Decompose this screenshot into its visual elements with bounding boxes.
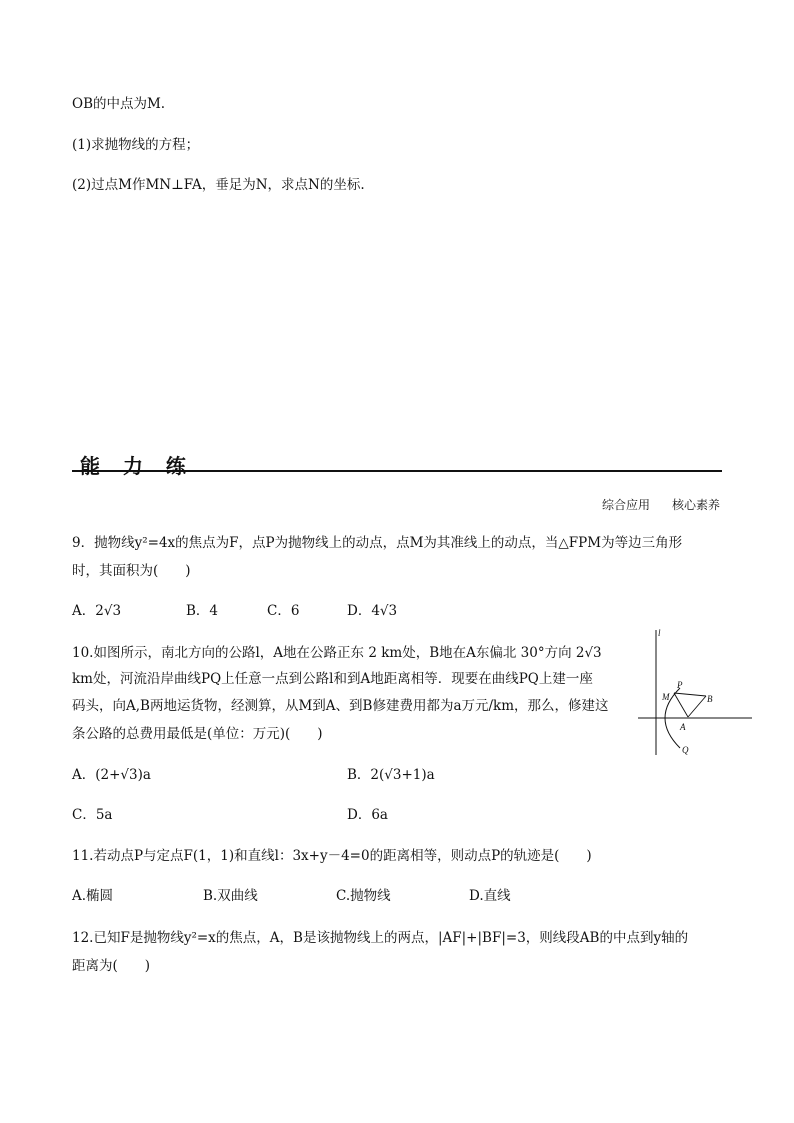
label-p: P	[677, 680, 683, 690]
question-9-option-b: B．4	[186, 603, 219, 619]
question-10-line4: 条公路的总费用最低是(单位：万元)( )	[72, 726, 323, 742]
label-q: Q	[682, 745, 689, 755]
label-b: B	[707, 694, 713, 704]
problem-8-continuation: OB的中点为M.	[72, 96, 166, 112]
question-10-option-c: C．5a	[72, 807, 113, 823]
question-12-line2: 距离为( )	[72, 958, 151, 974]
section-subtitle-right: 核心素养	[671, 498, 720, 512]
question-9-option-c: C．6	[267, 603, 300, 619]
problem-8-part2: (2)过点M作MN⊥FA，垂足为N，求点N的坐标.	[72, 177, 365, 193]
section-divider	[72, 470, 722, 472]
segment-ab	[688, 696, 706, 717]
question-10-option-b: B．2(√3+1)a	[347, 767, 435, 783]
question-9-line1: 9．抛物线y²=4x的焦点为F，点P为抛物线上的动点，点M为其准线上的动点，当△FPM为等边三角形	[72, 535, 683, 551]
problem-8-part1: (1)求抛物线的方程；	[72, 137, 200, 153]
question-10-line2: km处，河流沿岸曲线PQ上任意一点到公路l和到A地距离相等．现要在曲线PQ上建一座	[72, 671, 593, 687]
question-11-option-c: C.抛物线	[336, 888, 391, 904]
question-9-option-d: D．4√3	[347, 603, 398, 619]
question-12-line1: 12.已知F是抛物线y²=x的焦点，A，B是该抛物线上的两点，|AF|+|BF|=3，则线段AB的中点到y轴的	[72, 930, 689, 946]
question-11-option-a: A.椭圆	[72, 888, 114, 904]
segment-mb	[674, 693, 706, 696]
segment-ma	[674, 693, 688, 717]
label-a: A	[680, 722, 686, 732]
section-subtitle-left: 综合应用	[601, 498, 650, 512]
question-11-option-d: D.直线	[469, 888, 511, 904]
section-subtitle	[580, 496, 720, 513]
question-10-option-d: D．6a	[347, 807, 388, 823]
question-10-line3: 码头，向A,B两地运货物，经测算，从M到A、到B修建费用都为a万元/km，那么，修建这	[72, 698, 609, 714]
question-10-figure	[636, 620, 754, 760]
question-9-line2: 时，其面积为( )	[72, 563, 191, 579]
section-title: 能 力 练	[80, 454, 194, 478]
question-11-option-b: B.双曲线	[203, 888, 258, 904]
question-9-option-a: A．2√3	[72, 603, 122, 619]
question-10-option-a: A．(2+√3)a	[72, 767, 151, 783]
label-m: M	[662, 692, 670, 702]
question-10-line1: 10.如图所示，南北方向的公路l，A地在公路正东 2 km处，B地在A东偏北 30°方向 2√3	[72, 645, 602, 661]
question-11-line1: 11.若动点P与定点F(1，1)和直线l：3x+y－4=0的距离相等，则动点P的轨迹是( )	[72, 848, 592, 864]
label-l: l	[658, 628, 661, 638]
